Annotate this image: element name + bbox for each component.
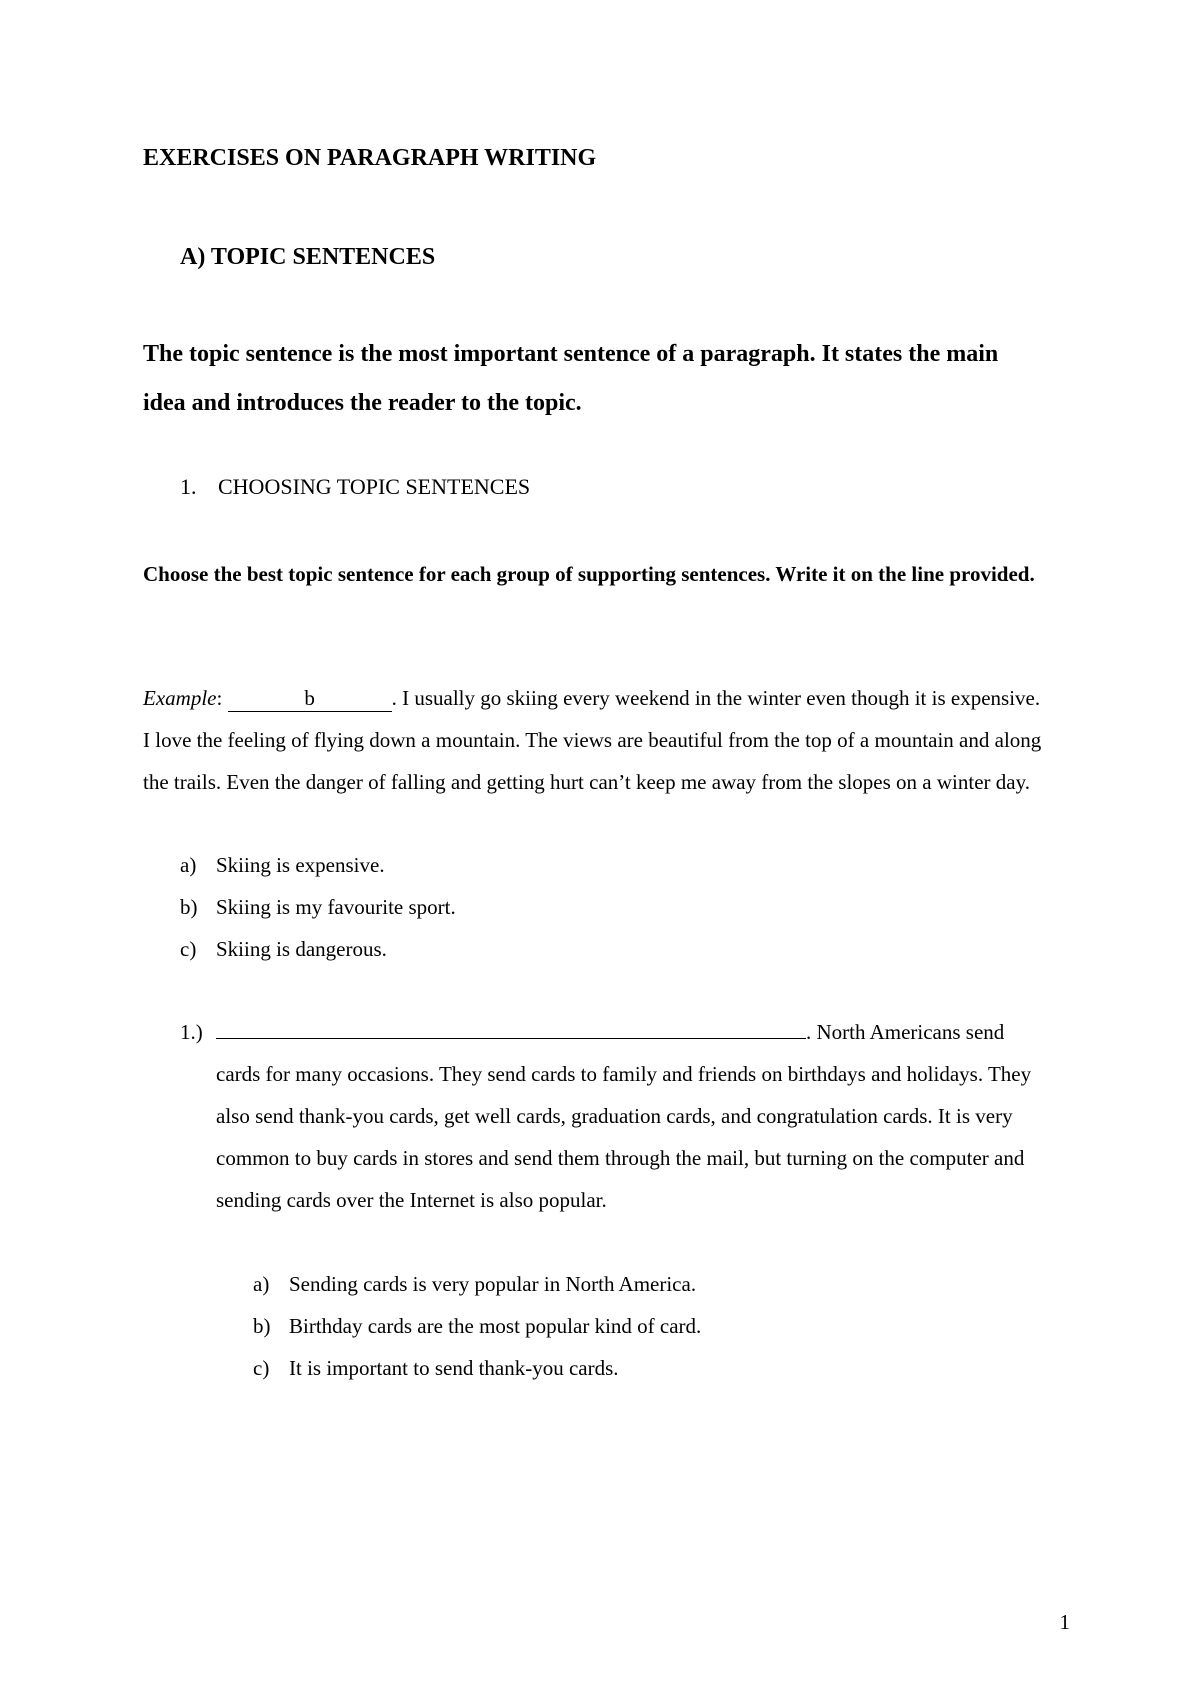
example-text: . I usually go skiing every weekend in the winter even though it is expensive. I love the feeling of flying down a mountain. The views are beautiful from the top of a mountain and along the trails. Even the danger of falling and getting hurt can’t keep me away from the slopes on a winter day. — [143, 686, 1042, 794]
option-letter: c) — [180, 937, 197, 961]
option-letter: a) — [253, 1272, 270, 1296]
option-text: Sending cards is very popular in North America. — [289, 1272, 697, 1296]
option-letter: b) — [253, 1314, 271, 1338]
question-1-lead-text: . North Americans send — [806, 1020, 1005, 1044]
question-1-lead — [180, 1011, 1050, 1053]
subsection-number: 1. — [180, 474, 197, 499]
list-item — [180, 928, 456, 970]
list-item — [253, 1263, 701, 1305]
option-letter: a) — [180, 853, 197, 877]
option-text: Skiing is expensive. — [216, 853, 385, 877]
option-text: Birthday cards are the most popular kind of card. — [289, 1314, 702, 1338]
subsection-title: CHOOSING TOPIC SENTENCES — [218, 474, 531, 499]
list-item — [180, 886, 456, 928]
example-label: Example — [143, 686, 217, 710]
list-item — [180, 844, 456, 886]
question-1-body: cards for many occasions. They send cards to family and friends on birthdays and holidays. They also send thank-you cards, get well cards, graduation cards, and congratulation cards. It is very common to buy cards in stores and send them through the mail, but turning on the computer and sending cards over the Internet is also popular. — [216, 1062, 1032, 1212]
question-1-answer-blank — [216, 1014, 806, 1039]
page-number: 1 — [1059, 1610, 1070, 1634]
instruction-text: Choose the best topic sentence for each group of supporting sentences. Write it on the line provided. — [143, 562, 1035, 586]
example-colon: : — [216, 686, 223, 710]
option-letter: b) — [180, 895, 198, 919]
intro-paragraph: The topic sentence is the most important sentence of a paragraph. It states the main idea and introduces the reader to the topic. — [143, 341, 999, 416]
subsection-heading — [180, 474, 530, 500]
list-item — [253, 1347, 701, 1389]
option-letter: c) — [253, 1356, 270, 1380]
example-options — [180, 844, 456, 970]
question-number: 1.) — [180, 1020, 203, 1044]
example-answer-blank: b — [228, 687, 392, 712]
option-text: It is important to send thank-you cards. — [289, 1356, 619, 1380]
option-text: Skiing is my favourite sport. — [216, 895, 456, 919]
section-heading: A) TOPIC SENTENCES — [180, 244, 436, 270]
option-text: Skiing is dangerous. — [216, 937, 387, 961]
example-paragraph — [143, 677, 1043, 803]
list-item — [253, 1305, 701, 1347]
document-title: EXERCISES ON PARAGRAPH WRITING — [143, 145, 597, 171]
question-1-options — [253, 1263, 701, 1389]
